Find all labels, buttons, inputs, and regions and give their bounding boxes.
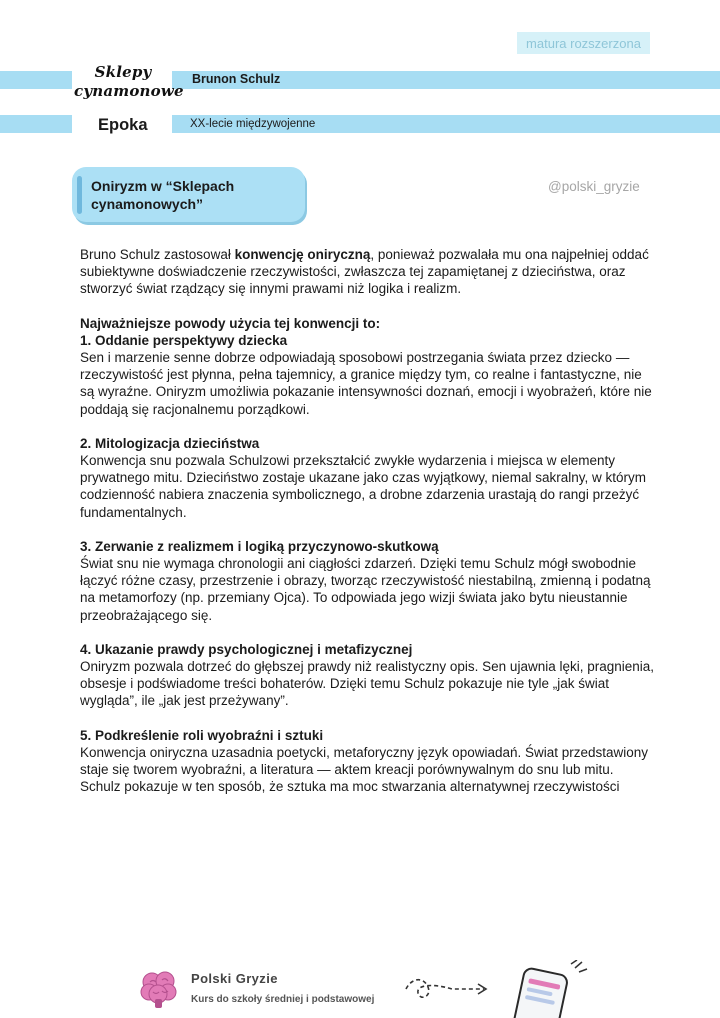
reason-section [80,727,655,796]
reason-text: Świat snu nie wymaga chronologii ani ciągłości zdarzeń. Dzięki temu Schulz mógł swobodnie łączyć różne czasy, przestrzenie i obrazy, tworząc rzeczywistość niestabilną, zmienną i podatną na metamorfozy (np. przemiany Ojca). To odpowiada jego wizji świata jako bytu nieustannie przeobrażającego się. [80,556,651,623]
book-title-line2: cynamonowe [74,82,184,100]
reason-text: Konwencja oniryczna uzasadnia poetycki, metaforyczny język opowiadań. Świat przedstawiony staje się tworem wyobraźni, a literatura — aktem kreacji porównywalnym do snu lub mitu. Schulz pokazuje w ten sposób, że sztuka ma moc stwarzania alternatywnej rzeczywistości [80,744,649,795]
reason-heading: 2. Mitologizacja dzieciństwa [80,435,260,451]
reason-text: Konwencja snu pozwala Schulzowi przekształcić zwykłe wydarzenia i miejsca w elementy prywatnego mitu. Dzieciństwo zostaje ukazane jako czas wyjątkowy, niemal sakralny, w którym codzienność nabiera znaczenia symbolicznego, a drobne zdarzenia urastają do rangi przeżyć fundamentalnych. [80,453,646,520]
intro-highlight: konwencję oniryczną [234,247,371,262]
level-tag: matura rozszerzona [517,32,650,54]
book-title-line1: Sklepy [94,63,152,81]
topic-pill-accent [77,176,82,214]
reason-text: Oniryzm pozwala dotrzeć do głębszej prawdy niż realistyczny opis. Sen ujawnia lęki, pragnienia, obsesje i podświadome treści bohaterów. Dzięki temu Schulz pokazuje nie tyle „jak świat wygląda”, ile „jak jest przeżywany”. [80,659,655,709]
intro-text-start: Bruno Schulz zastosował [80,247,235,262]
epoka-label: Epoka [98,116,148,134]
book-title [74,63,184,101]
reason-text: Sen i marzenie senne dobrze odpowiadają sposobowi postrzegania świata przez dziecko — rzeczywistość jest płynna, pełna tajemnicy, a granice między tym, co realne i fantastyczne, nie są wyraźne. Oniryzm umożliwia pokazanie intensywności doznań, emocji i wyobrażeń, które nie poddają się racjonalnemu porządkowi. [80,350,652,417]
reason-heading: 1. Oddanie perspektywy dziecka [80,332,288,348]
social-handle: @polski_gryzie [548,179,640,194]
reason-heading: 3. Zerwanie z realizmem i logiką przyczynowo-skutkową [80,538,439,554]
reason-heading: 5. Podkreślenie roli wyobraźni i sztuki [80,727,324,743]
brand-name: Polski Gryzie [191,971,278,986]
reason-section [80,332,655,418]
curved-arrow-icon [402,975,492,1005]
epoka-value: XX-lecie międzywojenne [190,118,316,130]
brand-subtitle: Kurs do szkoły średniej i podstawowej [191,994,375,1005]
author-name: Brunon Schulz [192,72,281,86]
intro-text-end: , ponieważ pozwalała mu ona najpełniej oddać subiektywne doświadczenie rzeczywistości, zwłaszcza tej zapamiętanej z dzieciństwa, oraz stworzyć świat rządzący się innymi prawami niż logika i realizm. [80,247,649,297]
brain-icon [138,968,180,1010]
smartphone-icon [505,960,593,1018]
topic-title: Oniryzm w “Sklepach cynamonowych” [91,178,235,212]
reason-heading: 4. Ukazanie prawdy psychologicznej i metafizycznej [80,641,413,657]
reasons-heading: Najważniejsze powody użycia tej konwencji to: [80,315,381,331]
reason-section [80,538,655,624]
reason-section [80,435,655,521]
intro-paragraph [80,246,655,298]
reason-section [80,641,655,710]
article-body [80,246,655,812]
